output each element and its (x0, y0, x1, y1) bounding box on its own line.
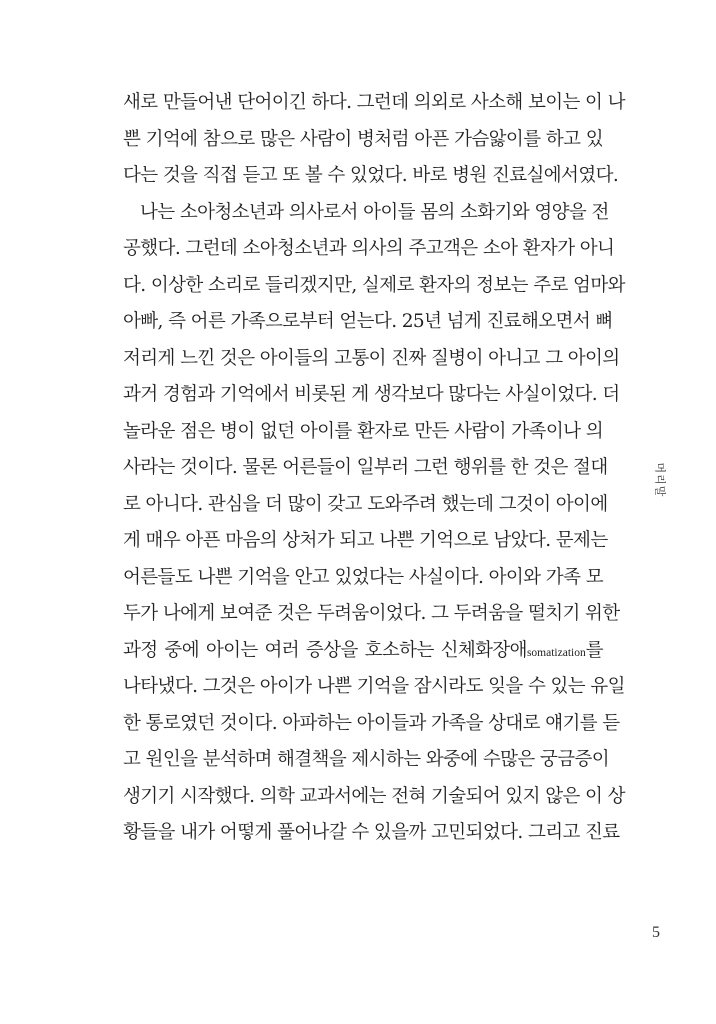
text-line: 생기기 시작했다. 의학 교과서에는 전혀 기술되어 있지 않은 이 상 (123, 785, 625, 807)
text-segment: 과정 중에 아이는 여러 증상을 호소하는 신체화장애 (123, 639, 527, 661)
text-line: 두가 나에게 보여준 것은 두려움이었다. 그 두려움을 떨치기 위한 (123, 603, 620, 624)
text-line: 과거 경험과 기억에서 비롯된 게 생각보다 많다는 사실이었다. 더 (123, 384, 620, 405)
text-line: 사라는 것이다. 물론 어른들이 일부러 그런 행위를 한 것은 절대 (123, 457, 608, 478)
text-line: 게 매우 아픈 마음의 상처가 되고 나쁜 기억으로 남았다. 문제는 (123, 530, 608, 551)
text-line: 어른들도 나쁜 기억을 안고 있었다는 사실이다. 아이와 가족 모 (123, 566, 603, 588)
page-number: 5 (652, 924, 660, 941)
text-line: 고 원인을 분석하며 해결책을 제시하는 와중에 수많은 궁금증이 (123, 749, 610, 770)
body-text (123, 85, 625, 852)
section-tab (650, 458, 670, 502)
text-line: 황들을 내가 어떻게 풀어나갈 수 있을까 고민되었다. 그리고 진료 (123, 822, 620, 843)
text-line: 다는 것을 직접 듣고 또 볼 수 있었다. 바로 병원 진료실에서였다. (123, 165, 619, 186)
text-line: 한 통로였던 것이다. 아파하는 아이들과 가족을 상대로 얘기를 듣 (123, 712, 620, 734)
text-line: 놀라운 점은 병이 없던 아이를 환자로 만든 사람이 가족이나 의 (123, 420, 603, 442)
text-line: 공했다. 그런데 소아청소년과 의사의 주고객은 소아 환자가 아니 (123, 238, 615, 259)
text-line-with-gloss (123, 633, 603, 670)
text-line: 로 아니다. 관심을 더 많이 갖고 도와주려 했는데 그것이 아이에 (123, 493, 608, 515)
text-line: 쁜 기억에 참으로 많은 사람이 병처럼 아픈 가슴앓이를 하고 있 (123, 128, 603, 150)
english-gloss: somatization (526, 646, 586, 659)
text-line: 나는 소아청소년과 의사로서 아이들 몸의 소화기와 영양을 전 (140, 201, 609, 223)
text-line: 아빠, 즉 어른 가족으로부터 얻는다. 25년 넘게 진료해오면서 뼈 (123, 311, 613, 332)
text-segment: 를 (585, 639, 603, 661)
text-line: 저리게 느낀 것은 아이들의 고통이 진짜 질병이 아니고 그 아이의 (123, 347, 620, 369)
text-line: 새로 만들어낸 단어이긴 하다. 그런데 의외로 사소해 보이는 이 나 (123, 92, 625, 113)
text-line: 다. 이상한 소리로 들리겠지만, 실제로 환자의 정보는 주로 엄마와 (123, 274, 625, 296)
section-tab-label: 머리말 (653, 462, 667, 498)
text-line: 나타냈다. 그것은 아이가 나쁜 기억을 잠시라도 잊을 수 있는 유일 (123, 676, 625, 697)
